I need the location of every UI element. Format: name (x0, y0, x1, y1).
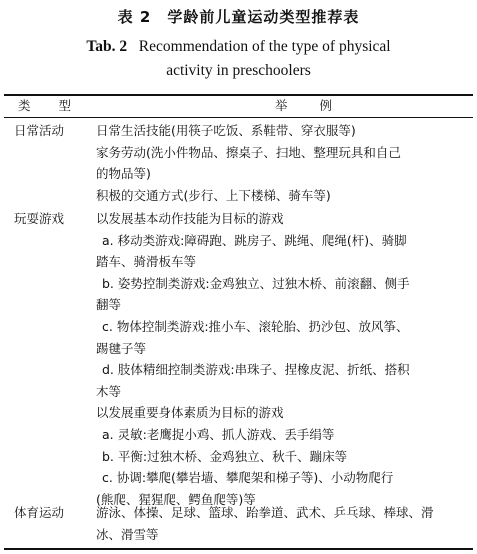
example-line: 踏车、骑滑板车等 (96, 254, 197, 270)
example-line: 以发展基本动作技能为目标的游戏 (96, 211, 284, 226)
table-caption-chinese-text: 学龄前儿童运动类型推荐表 (167, 8, 360, 26)
example-line: 木等 (96, 383, 122, 399)
example-line: 日常生活技能(用筷子吃饭、系鞋带、穿衣服等) (96, 123, 356, 138)
row-examples-sports (96, 502, 471, 545)
table-caption-chinese (0, 6, 477, 27)
example-line: 踢毽子等 (96, 340, 147, 356)
example-line: 积极的交通方式(步行、上下楼梯、骑车等) (96, 187, 331, 203)
example-line: b. 平衡:过独木桥、金鸡独立、秋千、蹦床等 (102, 448, 348, 464)
table-caption-chinese-label: 表 2 (117, 8, 152, 26)
example-line: a. 灵敏:老鹰捉小鸡、抓人游戏、丢手绢等 (102, 426, 335, 442)
row-category-daily-activity: 日常活动 (14, 123, 65, 138)
example-line: 冰、滑雪等 (96, 526, 159, 542)
example-line: c. 物体控制类游戏:推小车、滚轮胎、扔沙包、放风筝、 (102, 318, 409, 334)
example-line: 翻等 (96, 297, 122, 313)
table-caption-english-text-1: Recommendation of the type of physical (138, 38, 391, 55)
column-header-examples: 举 例 (275, 98, 346, 113)
table-bottom-rule (4, 548, 473, 550)
row-category-play-games: 玩耍游戏 (14, 211, 65, 226)
table-caption-english-line-1 (0, 38, 477, 56)
table-caption-english-line-2: activity in preschoolers (166, 62, 311, 79)
example-line: 以发展重要身体素质为目标的游戏 (96, 405, 284, 421)
example-line: d. 肢体精细控制类游戏:串珠子、捏橡皮泥、折纸、搭积 (102, 362, 410, 378)
example-line: c. 协调:攀爬(攀岩墙、攀爬架和梯子等)、小动物爬行 (102, 470, 394, 486)
row-examples-daily-activity (96, 120, 471, 206)
example-line: 游泳、体操、足球、篮球、跆拳道、武术、乒乓球、棒球、滑 (96, 505, 434, 520)
row-category-sports: 体育运动 (14, 505, 65, 520)
table-caption-english-label: Tab. 2 (86, 38, 128, 55)
table-header-rule (4, 117, 473, 118)
example-line: 家务劳动(洗小件物品、擦桌子、扫地、整理玩具和自己 (96, 144, 401, 160)
row-examples-play-games (96, 208, 471, 510)
example-line: a. 移动类游戏:障碍跑、跳房子、跳绳、爬绳(杆)、骑脚 (102, 232, 407, 248)
column-header-type: 类 型 (18, 98, 83, 113)
example-line: (熊爬、猩猩爬、鳄鱼爬等)等 (96, 491, 256, 507)
example-line: 的物品等) (96, 166, 151, 182)
example-line: b. 姿势控制类游戏:金鸡独立、过独木桥、前滚翻、侧手 (102, 275, 410, 291)
